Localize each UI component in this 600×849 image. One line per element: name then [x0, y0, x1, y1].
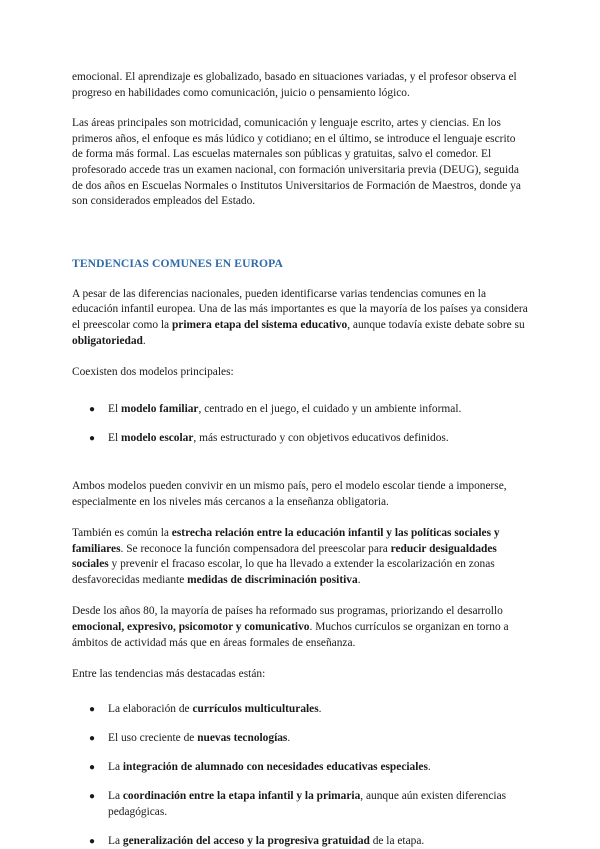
bold-run: modelo familiar — [120, 402, 199, 415]
text-run: Desde los años 80, la mayoría de países ha reformado sus programas, priorizando el desarrollo — [72, 605, 503, 618]
paragraph-coexisten: Coexisten dos modelos principales: — [72, 366, 234, 379]
bold-run: coordinación entre la etapa infantil y la primaria — [122, 790, 361, 803]
text-run: El uso creciente de — [108, 731, 198, 744]
paragraph-entre: Entre las tendencias más destacadas están: — [72, 668, 266, 681]
paragraph-a-pesar — [72, 287, 528, 349]
list-item — [72, 402, 528, 418]
text-run: , aunque aún existen diferencias pedagógicas. — [108, 790, 507, 818]
bullet-icon: ● — [89, 703, 96, 715]
text-run: , más estructurado y con objetivos educativos definidos. — [193, 432, 449, 445]
bold-run: integración de alumnado con necesidades educativas especiales — [122, 761, 428, 774]
text-run: . — [142, 334, 146, 347]
text-run: El — [108, 432, 121, 445]
bold-run: medidas de discriminación positiva — [187, 573, 358, 586]
bullet-icon: ● — [89, 433, 96, 445]
paragraph-intro-continuation: emocional. El aprendizaje es globalizado, basado en situaciones variadas, y el profesor observa el progreso en habilidades como comunicación, juicio o pensamiento lógico. — [72, 71, 517, 99]
text-run: , centrado en el juego, el cuidado y un ambiente informal. — [198, 402, 462, 415]
bullet-icon: ● — [89, 791, 96, 803]
bold-run: emocional, expresivo, psicomotor y comunicativo — [72, 621, 310, 634]
text-run: La elaboración de — [108, 702, 193, 715]
list-item — [72, 731, 528, 747]
bold-run: estrecha relación entre la educación infantil y las políticas sociales y familiares — [72, 527, 500, 555]
text-run: El — [108, 402, 121, 415]
list-item — [72, 702, 528, 718]
text-run: La — [108, 790, 123, 803]
bold-run: modelo escolar — [120, 432, 194, 445]
trends-list — [72, 702, 528, 849]
text-run: . — [427, 761, 431, 774]
bold-run: generalización del acceso y la progresiva gratuidad — [122, 834, 370, 847]
bold-run: obligatoriedad — [72, 334, 143, 347]
list-item — [72, 789, 528, 820]
paragraph-ambos: Ambos modelos pueden convivir en un mismo país, pero el modelo escolar tiende a imponerse, especialmente en los niveles más cercanos a la enseñanza obligatoria. — [72, 479, 507, 508]
bullet-icon: ● — [89, 835, 96, 847]
bullet-icon: ● — [89, 403, 96, 415]
section-heading: TENDENCIAS COMUNES EN EUROPA — [72, 256, 283, 270]
bullet-icon: ● — [89, 732, 96, 744]
text-run: y prevenir el fracaso escolar, lo que ha llevado a extender la escolarización en zonas desfavorecidas mediante — [72, 558, 495, 586]
text-run: . — [287, 731, 291, 744]
text-run: . Muchos currículos se organizan en torno a ámbitos de actividad más que en áreas formales de enseñanza. — [72, 621, 509, 649]
text-run: . — [318, 702, 322, 715]
models-list — [72, 402, 528, 447]
list-item — [72, 760, 528, 776]
text-run: La — [108, 834, 123, 847]
text-run: , aunque todavía existe debate sobre su — [347, 318, 525, 331]
bullet-icon: ● — [89, 762, 96, 774]
text-run: . Se reconoce la función compensadora del preescolar para — [120, 542, 391, 555]
list-item — [72, 431, 528, 447]
paragraph-desde — [72, 604, 528, 651]
bold-run: nuevas tecnologías — [197, 731, 288, 744]
bold-run: primera etapa del sistema educativo — [171, 318, 348, 331]
list-item — [72, 834, 528, 849]
text-run: de la etapa. — [369, 834, 425, 847]
text-run: También es común la — [72, 527, 172, 540]
paragraph-tambien — [72, 526, 528, 588]
text-run: A pesar de las diferencias nacionales, pueden identificarse varias tendencias comunes en la educación infantil europea. Una de las más importantes es que la mayoría de los países ya considera el preescolar como la — [72, 287, 528, 331]
paragraph-areas: Las áreas principales son motricidad, comunicación y lenguaje escrito, artes y ciencias. En los primeros años, el enfoque es más lúdico y cotidiano; en el último, se introduce el lenguaje escrito de forma más formal. Las escuelas maternales son públicas y gratuitas, salvo el comedor. El profesorado accede tras un examen nacional, con formación universitaria previa (DEUG), seguida de dos años en Escuelas Normales o Institutos Universitarios de Formación de Maestros, donde ya son considerados empleados del Estado. — [72, 117, 521, 208]
bold-run: currículos multiculturales — [192, 702, 319, 715]
text-run: La — [108, 761, 123, 774]
bold-run: reducir desigualdades sociales — [72, 542, 497, 571]
text-run: . — [357, 573, 361, 586]
